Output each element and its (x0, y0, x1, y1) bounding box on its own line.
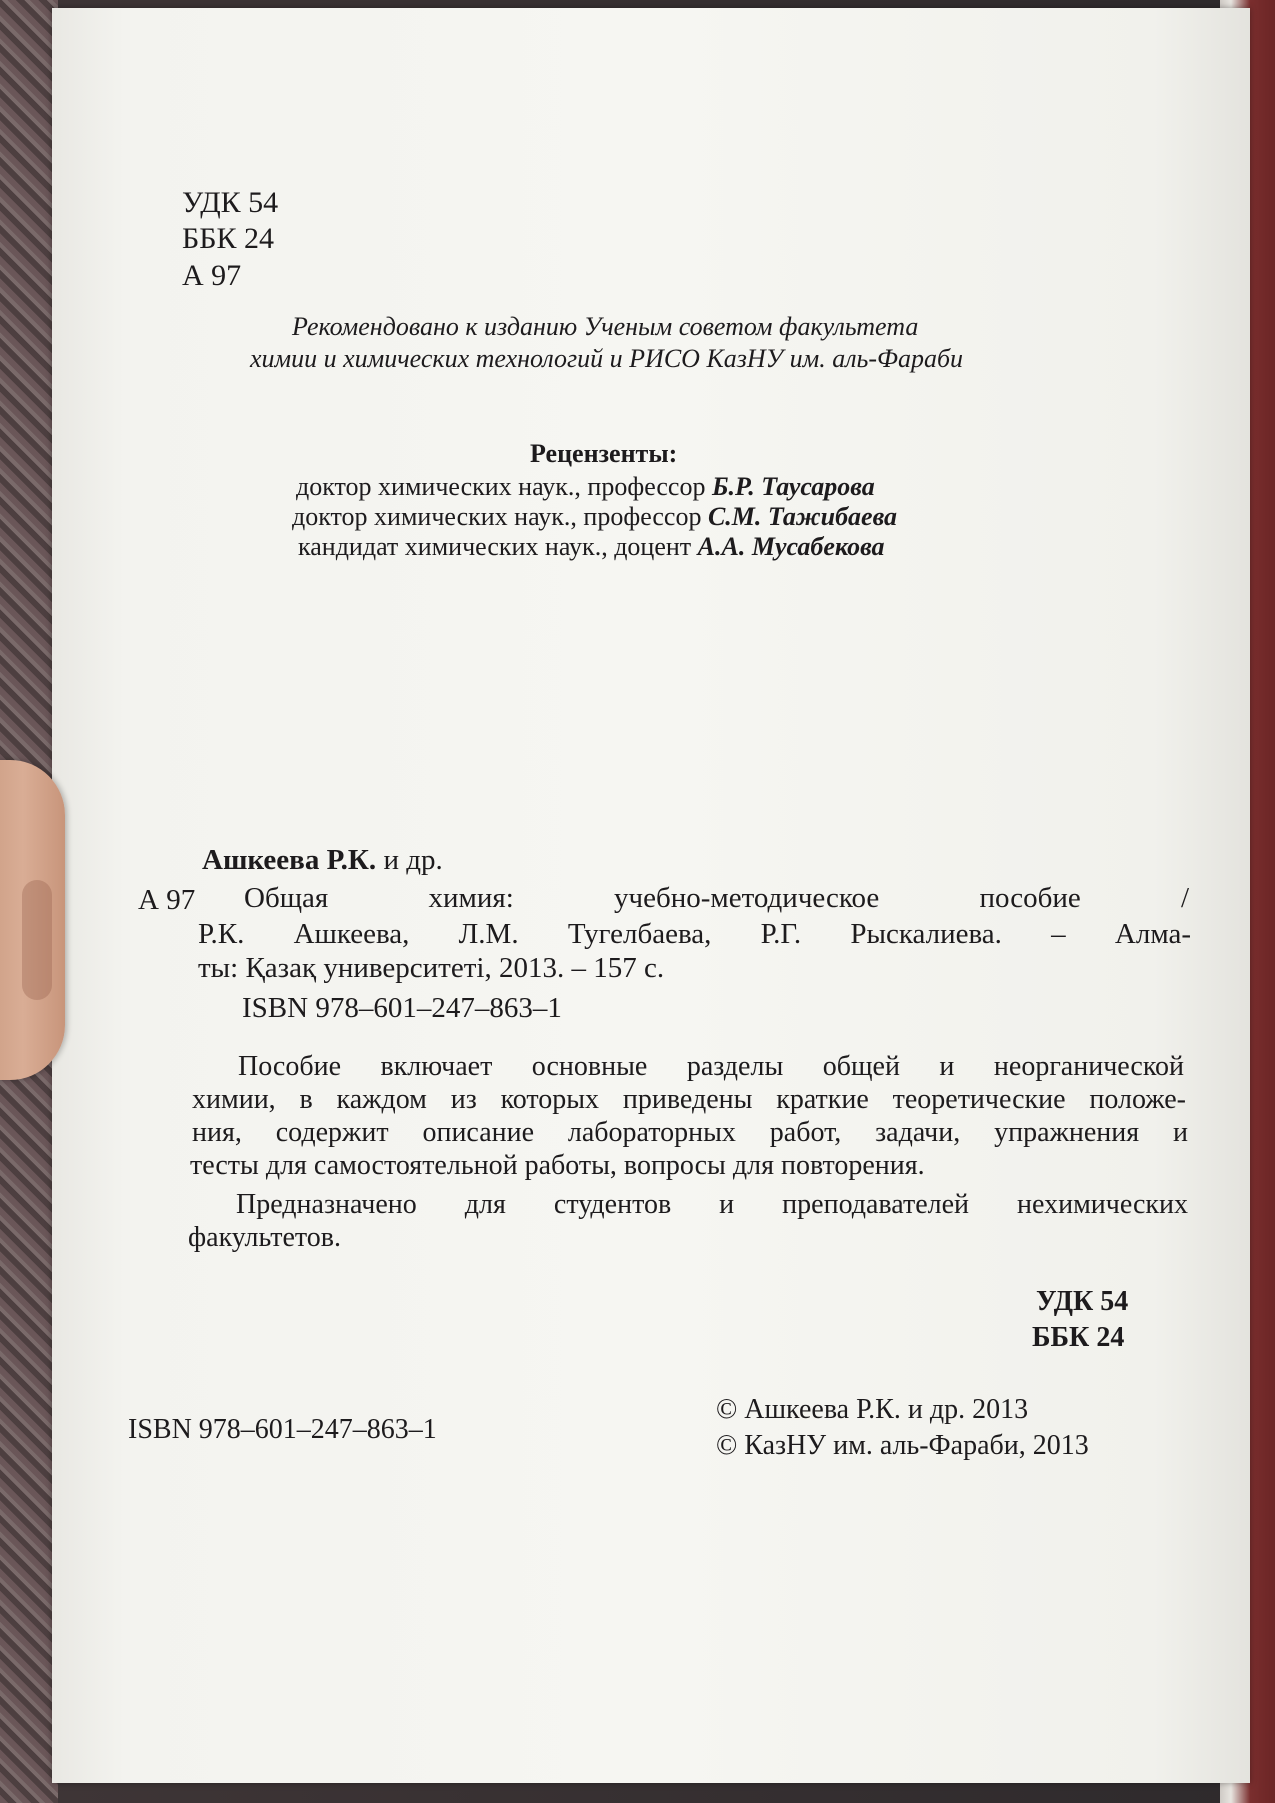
footer-bbk: ББК 24 (1032, 1322, 1125, 1353)
reviewer-name: А.А. Мусабекова (697, 532, 885, 561)
bib-author-suffix: и др. (376, 844, 443, 876)
bib-isbn: ISBN 978–601–247–863–1 (242, 992, 562, 1024)
reviewers-heading: Рецензенты: (530, 439, 678, 468)
abstract-line-6: факультетов. (188, 1222, 341, 1253)
reviewer-title: кандидат химических наук., доцент (298, 532, 698, 561)
abstract-line-2: химии, в каждом из которых приведены краткие теоретические положе- (192, 1084, 1186, 1115)
isbn-bottom: ISBN 978–601–247–863–1 (128, 1414, 437, 1445)
reviewer-name: Б.Р. Таусарова (711, 472, 875, 501)
recommendation-line-1: Рекомендовано к изданию Ученым советом факультета (292, 312, 919, 341)
copyright-line-1: © Ашкеева Р.К. и др. 2013 (716, 1394, 1029, 1425)
bib-author-name: Ашкеева Р.К. (202, 844, 377, 876)
bib-line-1: Общая химия: учебно-методическое пособие / (244, 882, 1189, 914)
bib-author (202, 846, 443, 875)
abstract-line-5: Предназначено для студентов и преподавателей нехимических (236, 1189, 1188, 1220)
thumb-nail (22, 880, 52, 1000)
book-page (52, 8, 1250, 1783)
reviewer-name: С.М. Тажибаева (707, 502, 898, 531)
bbk-code: ББК 24 (182, 222, 274, 255)
bib-code: А 97 (138, 884, 196, 916)
reviewer-title: доктор химических наук., профессор (296, 472, 712, 501)
footer-udk: УДК 54 (1036, 1286, 1129, 1317)
author-mark-code: А 97 (182, 259, 242, 292)
reviewer-3 (298, 534, 885, 560)
reviewer-title: доктор химических наук., профессор (292, 502, 708, 531)
bib-line-3: ты: Қазақ университеті, 2013. – 157 с. (198, 952, 665, 984)
copyright-line-2: © КазНУ им. аль-Фараби, 2013 (716, 1430, 1089, 1461)
reviewer-1 (296, 474, 875, 500)
recommendation-line-2: химии и химических технологий и РИСО КазНУ им. аль-Фараби (250, 344, 964, 373)
bib-line-2: Р.К. Ашкеева, Л.М. Тугелбаева, Р.Г. Рыскалиева. – Алма- (198, 918, 1191, 950)
reviewer-2 (292, 504, 897, 530)
udk-code: УДК 54 (182, 186, 279, 219)
abstract-line-4: тесты для самостоятельной работы, вопросы для повторения. (190, 1150, 925, 1181)
abstract-line-3: ния, содержит описание лабораторных работ, задачи, упражнения и (192, 1117, 1188, 1148)
abstract-line-1: Пособие включает основные разделы общей и неорганической (238, 1051, 1184, 1082)
